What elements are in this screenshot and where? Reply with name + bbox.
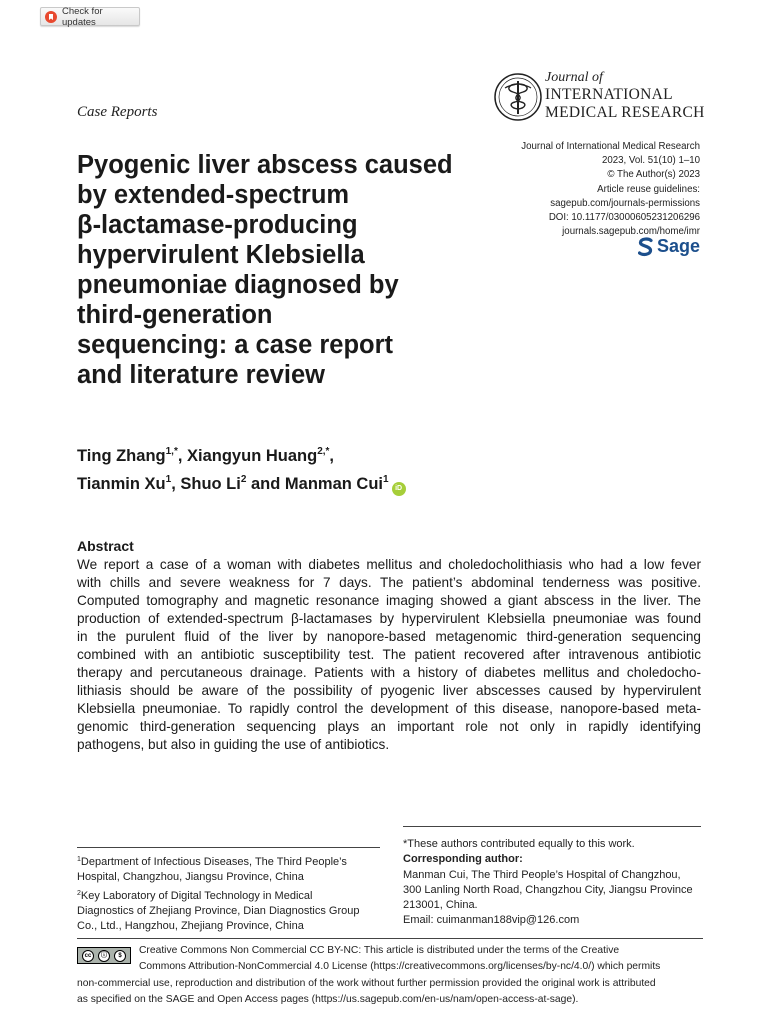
article-metadata xyxy=(521,140,700,239)
author-list xyxy=(77,440,406,496)
author-name[interactable]: Tianmin Xu xyxy=(77,475,166,493)
section-label: Case Reports xyxy=(77,104,158,120)
cc-icon: cc xyxy=(82,950,94,962)
correspondence-line: 300 Lanling North Road, Changzhou City, Jiangsu Province xyxy=(403,883,693,896)
author-name[interactable]: and Manman Cui xyxy=(246,475,384,493)
author-affiliation-sup: 1 xyxy=(165,474,172,485)
corresponding-author-heading: Corresponding author: xyxy=(403,853,523,866)
affiliation-sup: 1 xyxy=(77,856,81,863)
correspondence-line: Manman Cui, The Third People’s Hospital of Changzhou, xyxy=(403,868,681,881)
license-text xyxy=(77,943,703,1009)
correspondence-line: 213001, China. xyxy=(403,899,478,912)
title-line: Pyogenic liver abscess caused xyxy=(77,151,453,179)
logo-line-2: INTERNATIONAL xyxy=(545,86,673,103)
affiliations xyxy=(77,852,382,934)
affiliation-divider xyxy=(77,847,380,848)
affiliation-line: Hospital, Changzhou, Jiangsu Province, China xyxy=(77,871,304,884)
copyright: © The Author(s) 2023 xyxy=(607,169,700,181)
affiliation-sup: 2 xyxy=(77,889,81,897)
volume-info: 2023, Vol. 51(10) 1–10 xyxy=(601,155,700,167)
title-line: third-generation xyxy=(77,301,273,329)
license-line: non-commercial use, reproduction and distribution of the work without further permission provided the original work is attributed xyxy=(77,977,656,989)
article-title xyxy=(77,150,492,390)
author-affiliation-sup: 2 xyxy=(240,474,247,485)
equal-contribution-note: *These authors contributed equally to this work. xyxy=(403,838,635,850)
abstract-line: with chills and severe weakness for 7 days. The patient’s abdominal tenderness was positive. xyxy=(77,575,701,590)
abstract-line: production of extended-spectrum β-lactamases by hypervirulent Klebsiella pneumoniae was found xyxy=(77,611,701,626)
author-name[interactable]: Ting Zhang xyxy=(77,447,166,465)
affiliation-line: Diagnostics of Zhejiang Province, Dian Diagnostics Group xyxy=(77,904,360,917)
attribution-icon: ⓘ xyxy=(98,950,110,962)
author-affiliation-sup: 1,* xyxy=(165,446,178,457)
bookmark-icon xyxy=(45,11,57,23)
logo-line-3: MEDICAL RESEARCH xyxy=(545,104,705,121)
abstract-line: genomic third-generation sequencing plays an important role not only in rapidly identifying xyxy=(77,719,701,734)
check-for-updates-badge[interactable] xyxy=(40,7,140,26)
affiliation-line: Key Laboratory of Digital Technology in Medical xyxy=(80,889,313,902)
abstract-line: Computed tomography and magnetic resonance imaging showed a giant abscess in the liver. The xyxy=(77,593,701,608)
license-line: Commons Attribution-NonCommercial 4.0 License (https://creativecommons.org/licenses/by-nc/4.0/) which permits xyxy=(139,961,661,973)
title-line: sequencing: a case report xyxy=(77,331,394,359)
abstract-line: We report a case of a woman with diabetes mellitus and choledocholithiasis who had a low fever xyxy=(77,557,701,572)
orcid-icon[interactable]: iD xyxy=(392,482,406,496)
check-for-updates-label: Check for updates xyxy=(61,5,103,28)
sage-s-icon xyxy=(638,237,653,257)
correspondence-divider xyxy=(403,826,701,827)
noncommercial-icon: $ xyxy=(114,950,126,962)
abstract-line: in the purulent fluid of the liver by nanopore-based metagenomic third-generation sequencing xyxy=(77,629,701,644)
license-divider xyxy=(77,938,703,939)
title-line: and literature review xyxy=(77,361,326,389)
author-affiliation-sup: 1 xyxy=(383,474,389,485)
abstract-heading: Abstract xyxy=(77,538,134,554)
abstract-line: lithiasis should be aware of the possibility of pyogenic liver abscesses caused by hypervirulent xyxy=(77,683,701,698)
abstract-body xyxy=(77,556,701,754)
title-line: β-lactamase-producing xyxy=(77,211,358,239)
sage-logo xyxy=(638,236,700,257)
correspondence xyxy=(403,837,703,929)
license-line: Creative Commons Non Commercial CC BY-NC: This article is distributed under the terms of the Creative xyxy=(139,945,620,956)
reuse-guidelines: Article reuse guidelines: xyxy=(597,183,700,195)
publisher-name: Sage xyxy=(657,236,701,256)
email-link[interactable]: Email: cuimanman188vip@126.com xyxy=(403,914,580,927)
journal-name: Journal of International Medical Research xyxy=(521,141,700,152)
permissions-link[interactable]: sagepub.com/journals-permissions xyxy=(550,197,700,209)
title-line: by extended-spectrum xyxy=(77,181,350,209)
title-line: hypervirulent Klebsiella xyxy=(77,241,365,269)
license-line: as specified on the SAGE and Open Access pages (https://us.sagepub.com/en-us/nam/open-access-at-sage). xyxy=(77,994,579,1006)
doi[interactable]: DOI: 10.1177/03000605231206296 xyxy=(548,212,700,224)
author-separator: , xyxy=(329,447,335,465)
affiliation-line: Co., Ltd., Hangzhou, Zhejiang Province, China xyxy=(77,920,304,933)
author-affiliation-sup: 2,* xyxy=(317,446,330,457)
journal-logo xyxy=(493,70,708,126)
abstract-line: Klebsiella pneumoniae. To rapidly control the development of this disease, nanopore-based meta- xyxy=(77,701,701,716)
abstract-line: combined with an antibiotic susceptibility test. The patient recovered after intravenous antibiotic xyxy=(77,647,701,662)
abstract-line: pathogens, but also in guiding the use of antibiotics. xyxy=(77,737,390,752)
title-line: pneumoniae diagnosed by xyxy=(77,271,399,299)
author-name[interactable]: , Shuo Li xyxy=(171,475,241,493)
journal-home-link[interactable]: journals.sagepub.com/home/imr xyxy=(562,226,700,238)
author-name[interactable]: , Xiangyun Huang xyxy=(177,447,318,465)
affiliation-line: Department of Infectious Diseases, The Third People’s xyxy=(80,856,347,868)
abstract-line: therapy and percutaneous drainage. Patients with a history of diabetes mellitus and choledocho- xyxy=(77,665,701,680)
logo-line-1: Journal of xyxy=(545,70,603,85)
caduceus-emblem-icon xyxy=(493,72,543,122)
